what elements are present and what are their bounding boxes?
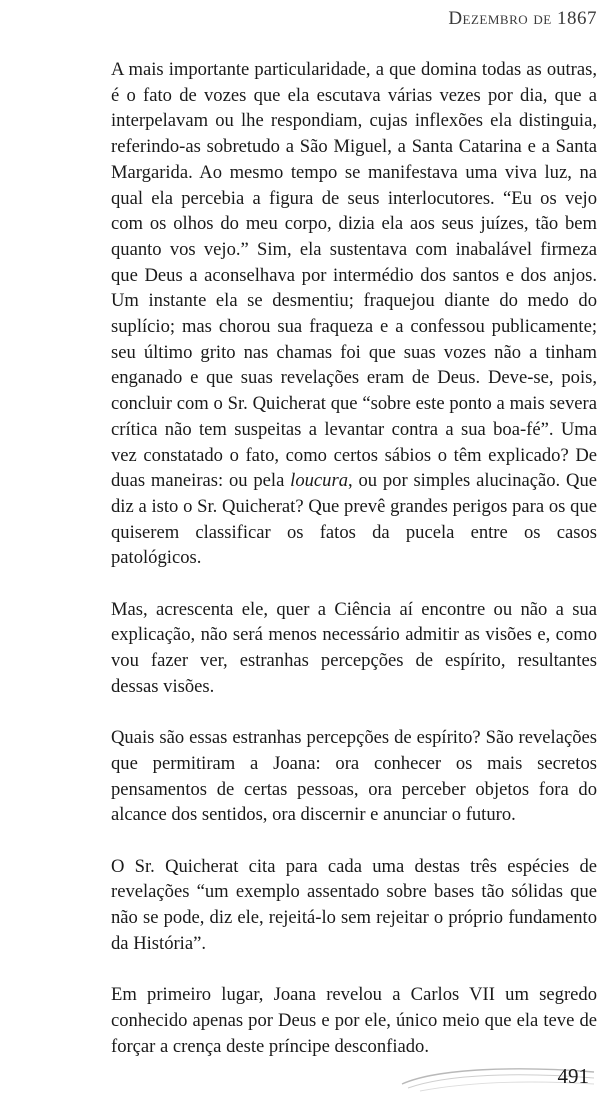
page-number: 491 [557, 1064, 589, 1088]
paragraph-2: Mas, acrescenta ele, quer a Ciência aí encontre ou não a sua explicação, não será menos necessário admitir as visões e, como vou fazer ver, estranhas percepções de espírito, resultantes dessas visões. [111, 598, 597, 697]
paragraph-1 [111, 57, 597, 571]
paragraph-5: Em primeiro lugar, Joana revelou a Carlos VII um segredo conhecido apenas por Deus e por ele, único meio que ela teve de forçar a crença deste príncipe desconfiado. [111, 984, 597, 1057]
paragraph-3: Quais são essas estranhas percepções de espírito? São revelações que permitiram a Joana: ora conhecer os mais secretos pensamentos de certas pessoas, ora perceber objetos fora do alcance dos sentidos, ora discernir e anunciar o futuro. [111, 727, 597, 826]
paragraph-1-text-b: , ou por simples alucinação. Que diz a isto o Sr. Quicherat? Que prevê grandes perigos para os que quiserem classificar os fatos da pucela entre os casos patológicos. [111, 470, 597, 569]
running-head: Dezembro de 1867 [448, 8, 597, 29]
paragraph-1-text-a: A mais importante particularidade, a que domina todas as outras, é o fato de vozes que ela escutava várias vezes por dia, que a interpelavam ou lhe respondiam, cujas inflexões ela distinguia, referindo-as sobretudo a São Miguel, a Santa Catarina e a Santa Margarida. Ao mesmo tempo se manifestava uma viva luz, na qual ela percebia a figura de seus interlocutores. “Eu os vejo com os olhos do meu corpo, dizia ela aos seus juízes, tão bem quanto vos vejo.” Sim, ela sustentava com inabalável firmeza que Deus a aconselhava por intermédio dos santos e dos anjos. Um instante ela se desmentiu; fraquejou diante do medo do suplício; mas chorou sua fraqueza e a confessou publicamente; seu último grito nas chamas foi que suas vozes não a tinham enganado e que suas revelações eram de Deus. Deve-se, pois, concluir com o Sr. Quicherat que “sobre este ponto a mais severa crítica não tem suspeitas a levantar contra a sua boa-fé”. Uma vez constatado o fato, como certos sábios o têm explicado? De duas maneiras: ou pela [111, 59, 597, 492]
body-text [111, 57, 597, 1059]
paragraph-4: O Sr. Quicherat cita para cada uma destas três espécies de revelações “um exemplo assentado sobre bases tão sólidas que não se pode, diz ele, rejeitá-lo sem rejeitar o próprio fundamento da História”. [111, 855, 597, 954]
italic-term: loucura [290, 470, 348, 492]
